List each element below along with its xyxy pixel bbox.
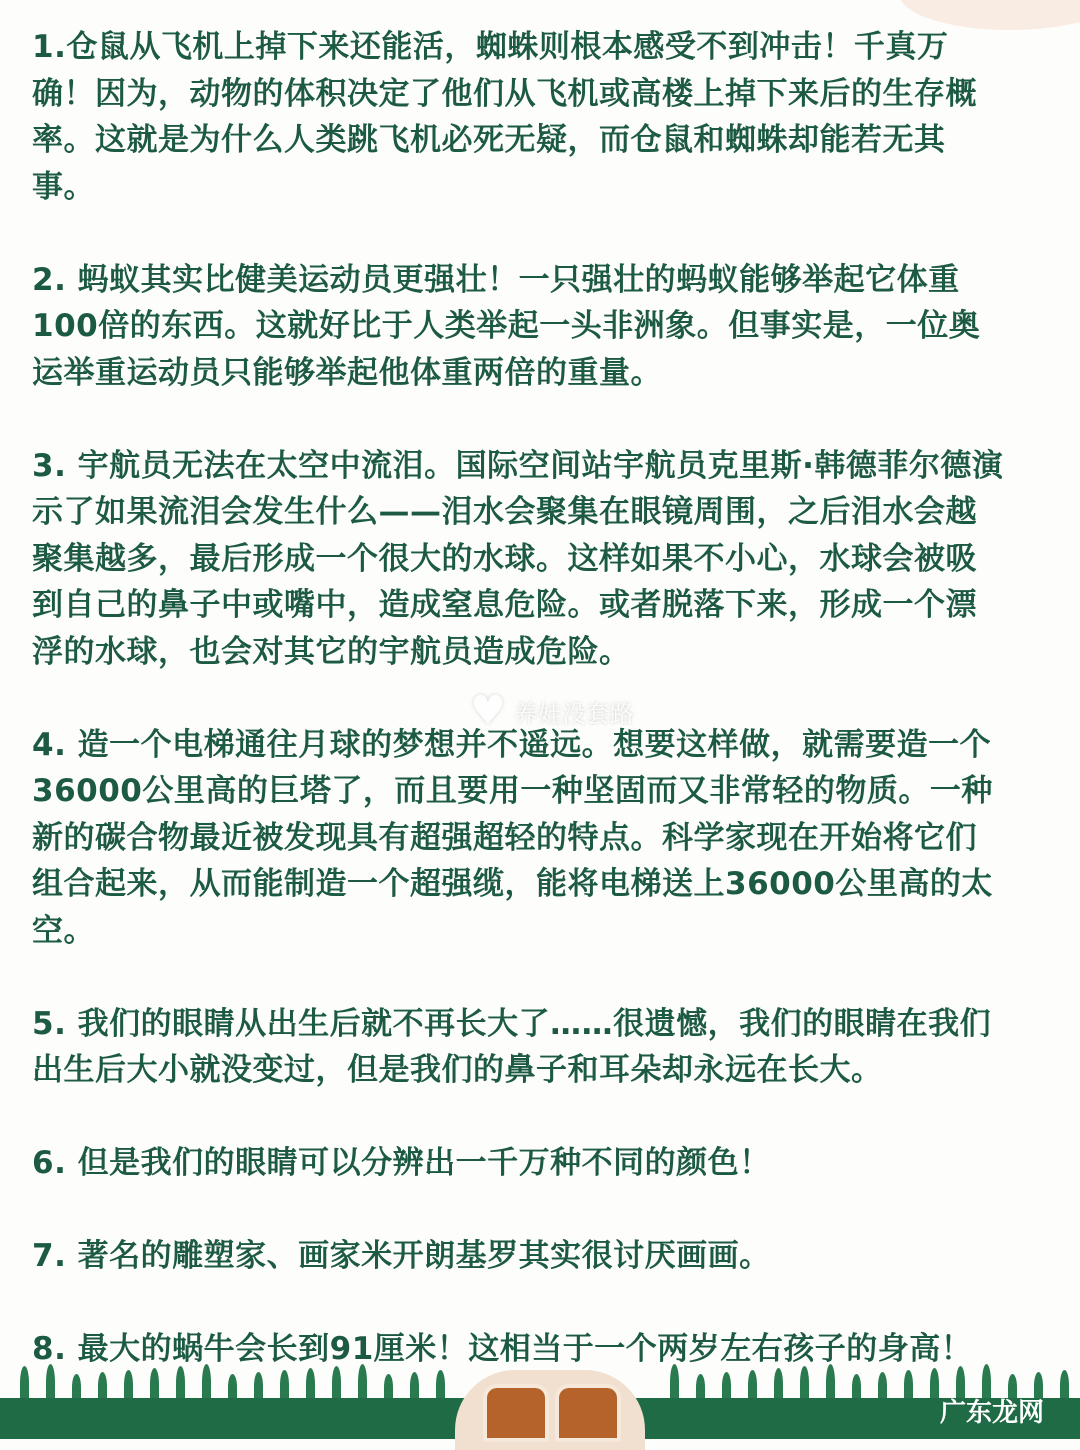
tree-icon [20,1366,29,1400]
text-line: 率。这就是为什么人类跳飞机必死无疑，而仓鼠和蜘蛛却能若无其 [32,122,946,158]
text-line: 8. 最大的蜗牛会长到91厘米！这相当于一个两岁左右孩子的身高！ [32,1331,973,1367]
text-line: 聚集越多，最后形成一个很大的水球。这样如果不小心，水球会被吸 [32,540,977,577]
fact-paragraph-3 [32,443,1062,676]
text-line: 浮的水球，也会对其它的宇航员造成危险。 [32,633,631,670]
text-line: 4. 造一个电梯通往月球的梦想并不遥远。想要这样做，就需要造一个 [32,726,992,763]
site-logo: 广东龙网 [940,1398,1045,1428]
text-line: 5. 我们的眼睛从出生后就不再长大了……很遗憾，我们的眼睛在我们 [32,1005,992,1042]
text-line: 6. 但是我们的眼睛可以分辨出一千万种不同的颜色！ [32,1145,771,1181]
watermark [470,688,634,734]
text-line: 运举重运动员只能够举起他体重两倍的重量。 [32,354,662,391]
watermark-text: 养娃没套路 [513,699,634,728]
fact-paragraph-1 [32,24,1062,210]
text-line: 到自己的鼻子中或嘴中，造成窒息危险。或者脱落下来，形成一个漂 [32,587,977,623]
text-line: 7. 著名的雕塑家、画家米开朗基罗其实很讨厌画画。 [32,1238,771,1274]
text-line: 3. 宇航员无法在太空中流泪。国际空间站宇航员克里斯·韩德菲尔德演 [32,447,1004,484]
text-line: 示了如果流泪会发生什么——泪水会聚集在眼镜周围，之后泪水会越 [32,494,977,530]
text-line: 100倍的东西。这就好比于人类举起一头非洲象。但事实是，一位奥 [32,308,981,344]
text-line: 空。 [32,912,95,949]
text-line: 新的碳合物最近被发现具有超强超轻的特点。科学家现在开始将它们 [32,819,977,856]
text-line: 确！因为，动物的体积决定了他们从飞机或高楼上掉下来后的生存概 [32,75,977,112]
text-line: 组合起来，从而能制造一个超强缆，能将电梯送上36000公里高的太 [32,866,993,902]
text-line: 出生后大小就没变过，但是我们的鼻子和耳朵却永远在长大。 [32,1052,883,1088]
fact-paragraph-6 [32,1140,1062,1187]
text-line: 2. 蚂蚁其实比健美运动员更强壮！一只强壮的蚂蚁能够举起它体重 [32,261,960,298]
fact-paragraph-5 [32,1001,1062,1094]
fact-paragraph-2 [32,257,1062,397]
fact-paragraph-7 [32,1233,1062,1280]
text-line: 1.仓鼠从飞机上掉下来还能活，蜘蛛则根本感受不到冲击！千真万 [32,29,949,65]
fact-paragraph-4 [32,722,1062,955]
text-line: 事。 [32,168,95,205]
text-line: 36000公里高的巨塔了，而且要用一种坚固而又非常轻的物质。一种 [32,773,993,809]
heart-icon: ♥ [470,688,506,734]
fact-paragraph-8 [32,1326,1062,1373]
